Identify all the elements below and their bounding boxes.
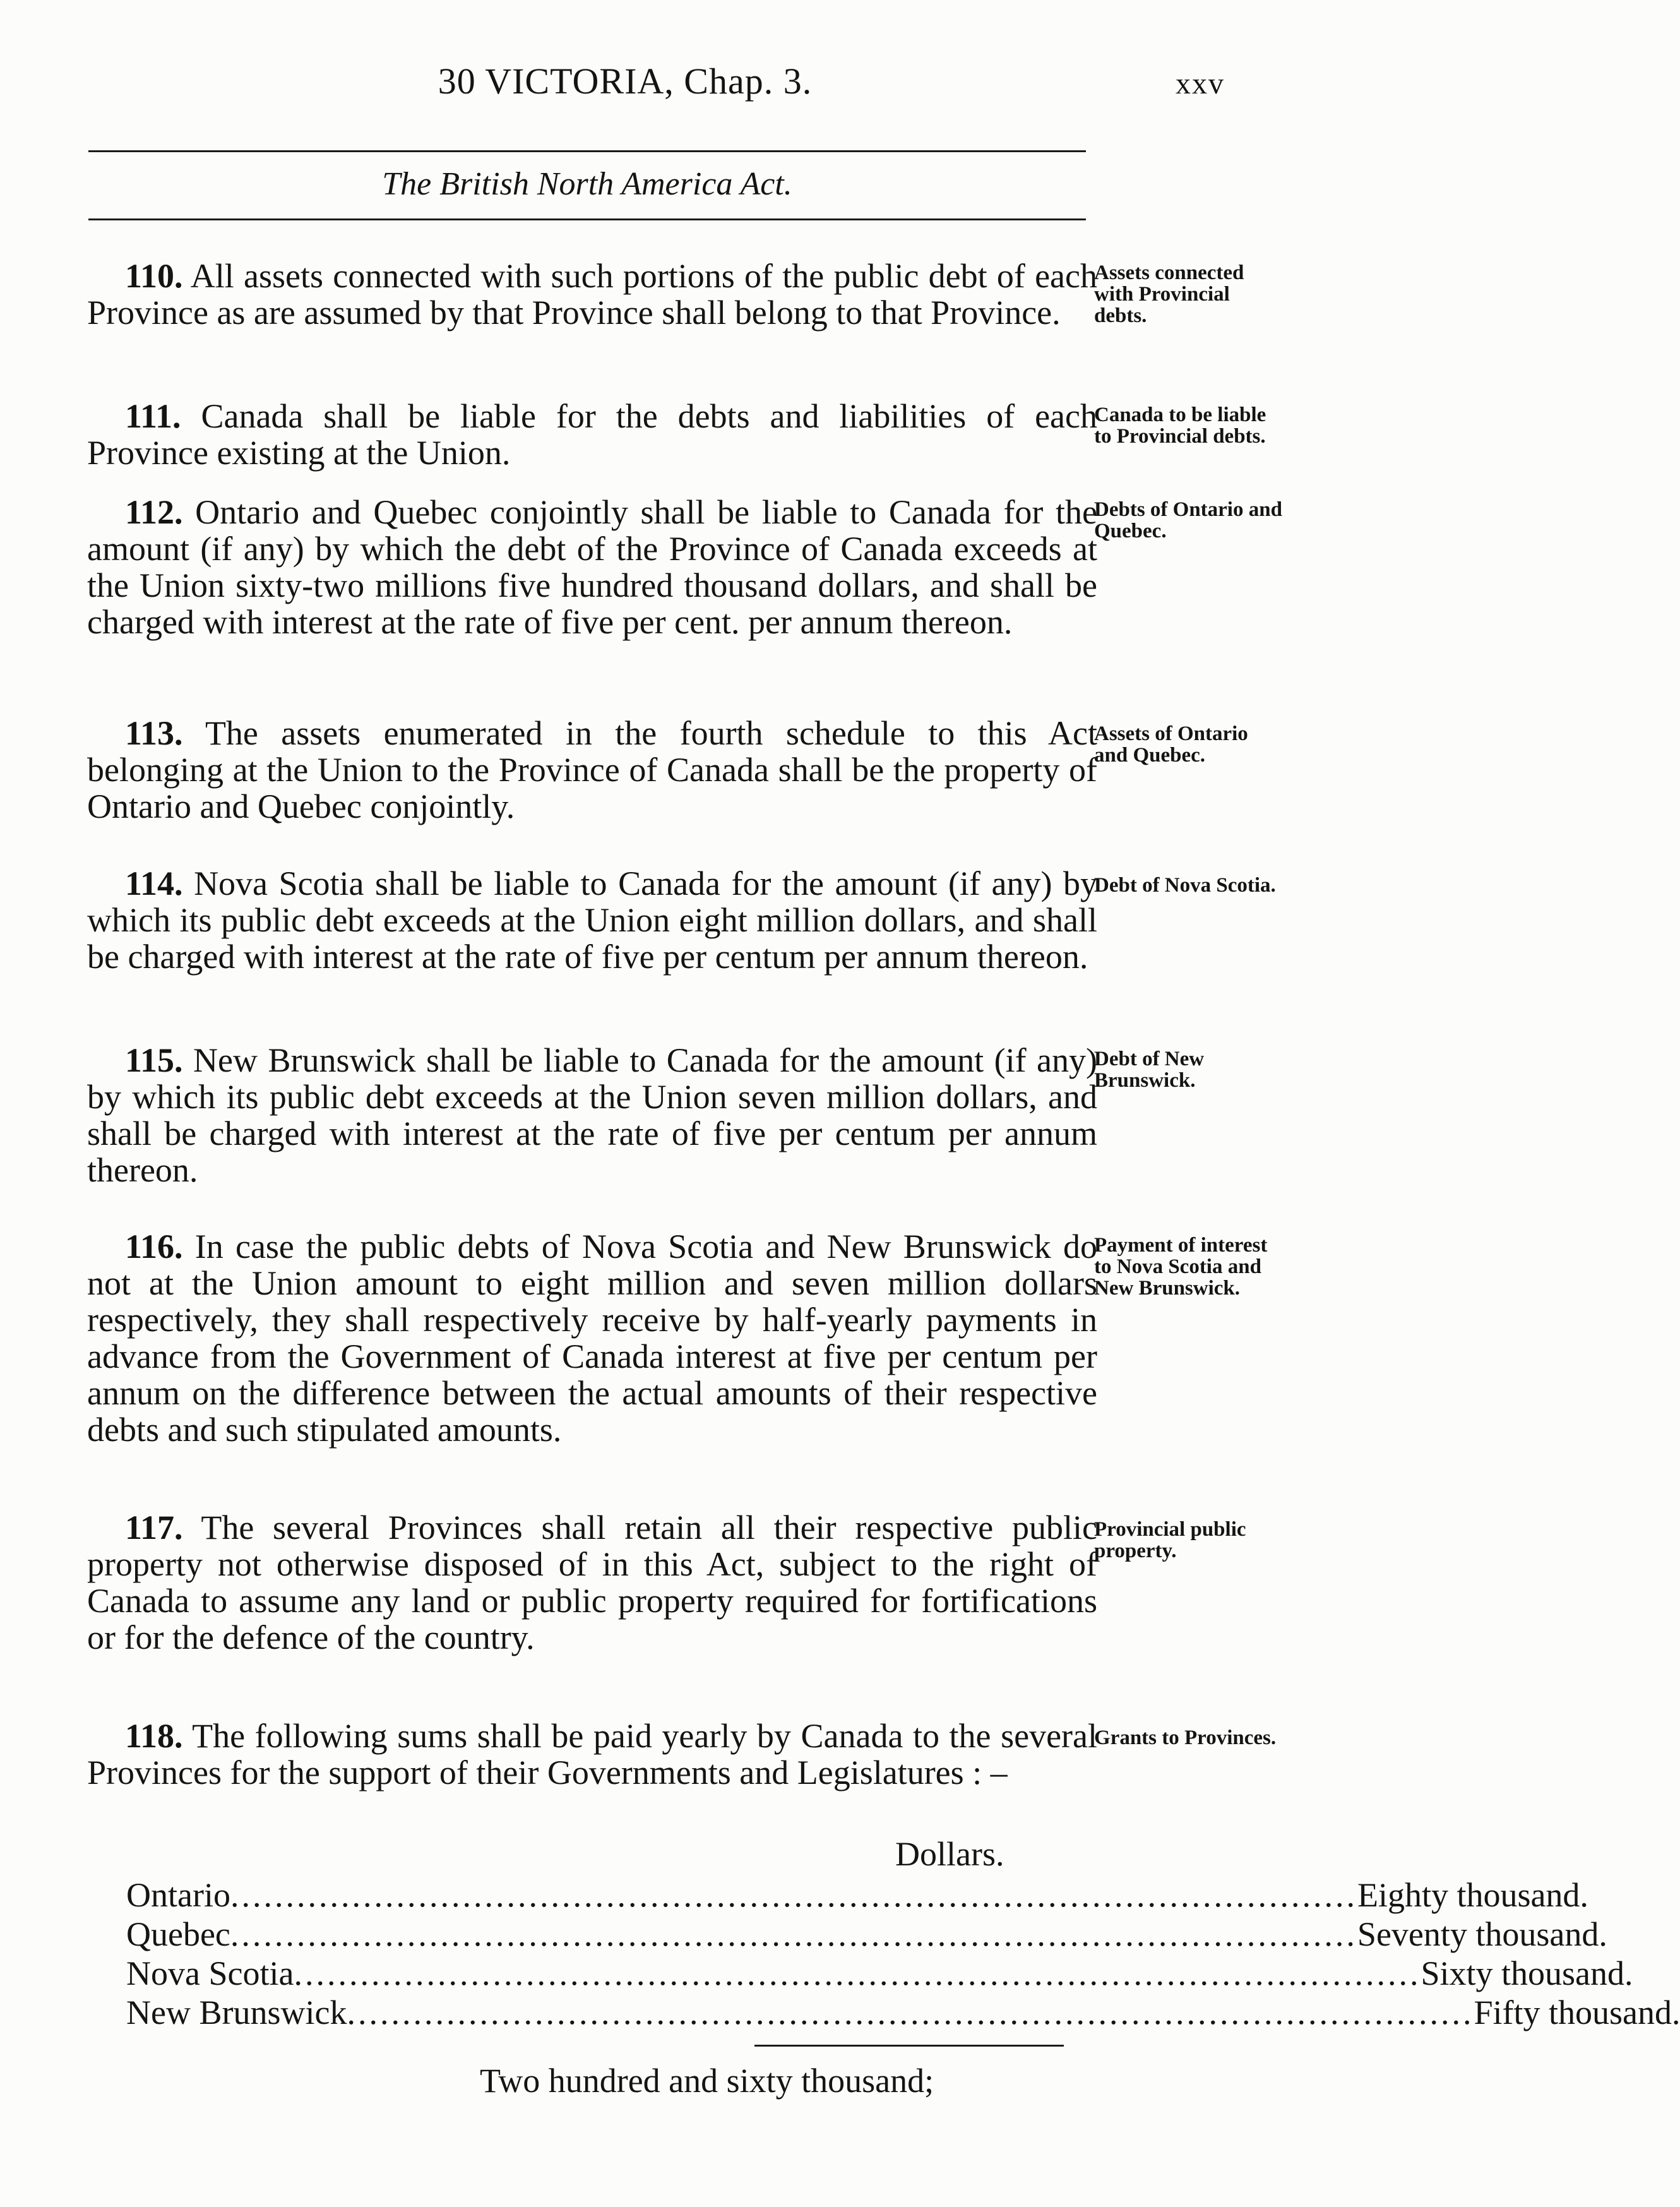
- grants-total: Two hundred and sixty thousand;: [480, 2062, 934, 2100]
- margin-note-110: Assets connected with Provincial debts.: [1094, 261, 1244, 327]
- section-text: New Brunswick shall be liable to Canada for the amount (if any) by which its public debt exceeds at the Union seven million dollars, and shall be charged with interest at the rate of five per centum per annum thereon.: [87, 1041, 1097, 1189]
- leader-dots: ......................................................................................................: [230, 1876, 1357, 1914]
- grant-row-quebec: [126, 1915, 1607, 1954]
- header-rule-bottom: [88, 218, 1086, 220]
- margin-note-118: Grants to Provinces.: [1094, 1726, 1277, 1749]
- margin-note-116: Payment of interest to Nova Scotia and New Brunswick.: [1094, 1234, 1268, 1300]
- header-rule-top: [88, 150, 1086, 152]
- act-title: The British North America Act.: [382, 166, 792, 202]
- grant-row-ontario: [126, 1875, 1588, 1915]
- grant-amount: Sixty thousand.: [1421, 1954, 1633, 1992]
- total-rule: [754, 2045, 1064, 2047]
- margin-note-114: Debt of Nova Scotia.: [1094, 874, 1276, 897]
- section-112: [87, 494, 1097, 640]
- section-text: The assets enumerated in the fourth schedule to this Act belonging at the Union to the Province of Canada shall be the property of Ontario and Quebec conjointly.: [87, 714, 1097, 825]
- section-111: [87, 398, 1097, 471]
- margin-note-113: Assets of Ontario and Quebec.: [1094, 722, 1248, 767]
- leader-dots: ......................................................................................................: [347, 1994, 1474, 2031]
- section-115: [87, 1042, 1097, 1188]
- grant-amount: Eighty thousand.: [1357, 1876, 1588, 1914]
- margin-note-112: Debts of Ontario and Quebec.: [1094, 498, 1282, 542]
- page-number: xxv: [1176, 67, 1225, 100]
- section-text: Ontario and Quebec conjointly shall be liable to Canada for the amount (if any) by which the debt of the Province of Canada exceeds at the Union sixty-two millions five hundred thousand dollars, and shall be charged with interest at the rate of five per cent. per annum thereon.: [87, 493, 1098, 641]
- section-text: In case the public debts of Nova Scotia and New Brunswick do not at the Union amount to eight million and seven million dollars respectively, they shall respectively receive by half-yearly payments in advance from the Government of Canada interest at five per centum per annum on the difference between the actual amounts of their respective debts and such stipulated amounts.: [87, 1228, 1097, 1449]
- running-head: [82, 60, 1225, 117]
- grant-amount: Seventy thousand.: [1357, 1915, 1607, 1953]
- leader-dots: ......................................................................................................: [230, 1915, 1357, 1953]
- section-116: [87, 1228, 1097, 1448]
- grant-province: Nova Scotia: [126, 1954, 294, 1992]
- section-number: 113.: [125, 714, 183, 752]
- section-text: The several Provinces shall retain all their respective public property not otherwise disposed of in this Act, subject to the right of Canada to assume any land or public property required for fortifications or for the defence of the country.: [87, 1509, 1097, 1656]
- grant-row-nova-scotia: [126, 1954, 1633, 1993]
- section-number: 116.: [125, 1228, 183, 1265]
- section-text: Nova Scotia shall be liable to Canada for the amount (if any) by which its public debt exceeds at the Union eight million dollars, and shall be charged with interest at the rate of five per centum per annum thereon.: [87, 864, 1097, 976]
- section-number: 112.: [125, 493, 183, 531]
- section-number: 110.: [125, 257, 183, 295]
- section-number: 117.: [125, 1509, 183, 1546]
- section-113: [87, 715, 1097, 825]
- section-number: 111.: [125, 397, 181, 435]
- grant-amount: Fifty thousand.: [1474, 1994, 1680, 2031]
- section-110: [87, 258, 1097, 331]
- section-117: [87, 1509, 1097, 1656]
- margin-note-115: Debt of New Brunswick.: [1094, 1048, 1205, 1092]
- margin-note-117: Provincial public property.: [1094, 1518, 1246, 1562]
- section-114: [87, 865, 1097, 975]
- grant-row-new-brunswick: [126, 1993, 1680, 2032]
- grant-province: Quebec: [126, 1915, 230, 1953]
- section-text: The following sums shall be paid yearly by Canada to the several Provinces for the support of their Governments and Legislatures : –: [87, 1717, 1097, 1791]
- chapter-title: 30 VICTORIA, Chap. 3.: [438, 61, 813, 102]
- grant-province: Ontario: [126, 1876, 230, 1914]
- section-text: All assets connected with such portions of the public debt of each Province as are assumed by that Province shall belong to that Province.: [87, 257, 1097, 332]
- section-text: Canada shall be liable for the debts and liabilities of each Province existing at the Union.: [87, 397, 1097, 472]
- leader-dots: ......................................................................................................: [294, 1954, 1421, 1992]
- grant-province: New Brunswick: [126, 1994, 347, 2031]
- section-118: [87, 1718, 1097, 1791]
- section-number: 114.: [125, 864, 183, 902]
- section-number: 115.: [125, 1041, 183, 1079]
- section-number: 118.: [125, 1717, 183, 1755]
- grants-column-head: Dollars.: [895, 1835, 1004, 1873]
- margin-note-111: Canada to be liable to Provincial debts.: [1094, 404, 1266, 448]
